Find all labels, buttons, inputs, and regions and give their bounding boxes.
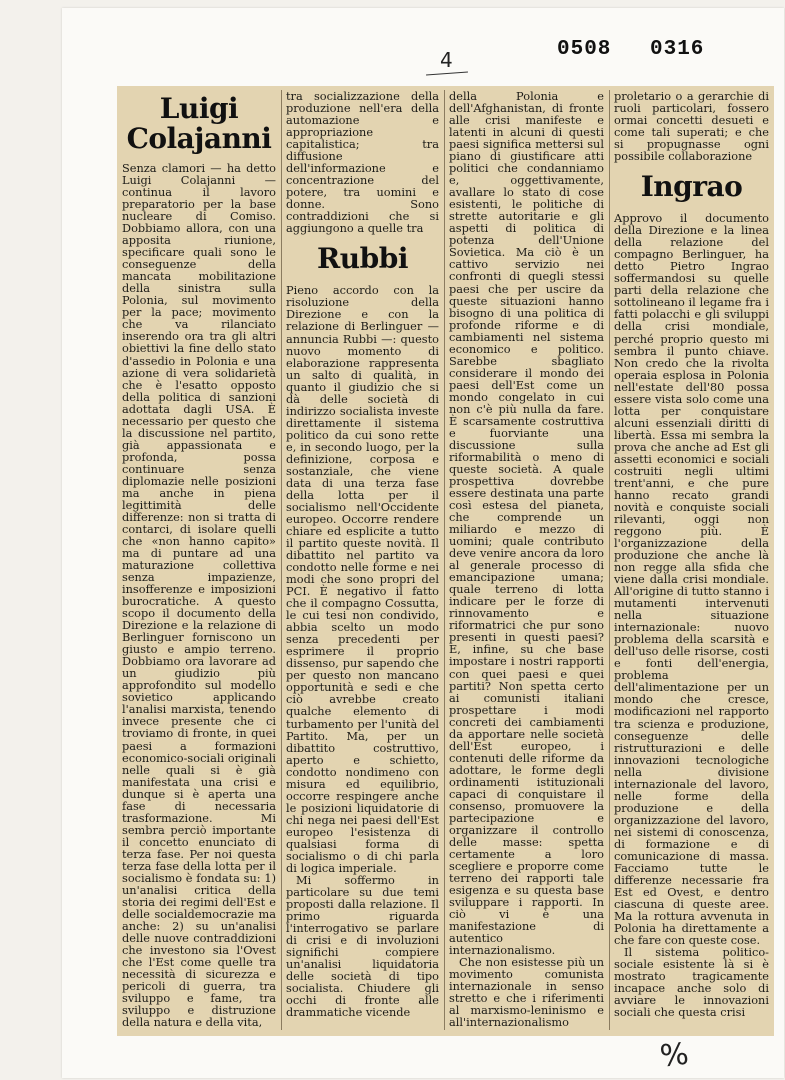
article-paragraph: Mi soffermo in particolare su due temi proposti dalla relazione. Il primo riguarda l'interrogativo se parlare di crisi e di involuzioni significhi compiere un'analisi liquidatoria delle società di tipo socialista. Chiudere gli occhi di fronte alle drammatiche vicende (286, 872, 439, 1020)
handwritten-page-number: 4 (440, 48, 453, 72)
archive-number-left: 0508 (557, 38, 612, 61)
article-paragraph: Approvo il documento della Direzione e la linea della relazione del compagno Berlinguer, ha detto Pietro Ingrao soffermandosi su quelle parti della relazione che sottolineano il legame fra i fatti polacchi e gli sviluppi della crisi mondiale, perché proprio questo mi sembra il punto chiave. Non credo che la rivolta operaia esplosa in Polonia nell'estate dell'80 possa essere vista solo come una lotta per conquistare alcuni essenziali diritti di libertà. Essa mi sembra la prova che anche ad Est gli assetti economici e sociali costruiti negli ultimi trent'anni, e che pure hanno recato grandi novità e conquiste sociali rilevanti, oggi non reggono più. È l'organizzazione della produzione che anche là non regge alla sfida che viene dalla crisi mondiale. All'origine di tutto stanno i mutamenti intervenuti nella situazione internazionale: nuovo problema della scarsità e dell'uso delle risorse, costi e fonti dell'energia, problema dell'alimentazione per un mondo che cresce, modificazioni nel rapporto tra scienza e produzione, conseguenze delle ristrutturazioni e delle innovazioni tecnologiche nella divisione internazionale del lavoro, nelle forme della produzione e della organizzazione del lavoro, nei sistemi di conoscenza, di formazione e di comunicazione di massa. Facciamo tutte le differenze necessarie fra Est ed Ovest, e dentro ciascuna di queste aree. Ma la rottura avvenuta in Polonia ha direttamente a che fare con queste cose. (614, 211, 769, 948)
column-1 (117, 86, 281, 1036)
article-paragraph: tra socializzazione della produzione nell'era della automazione e appropriazione capitalistica; tra diffusione dell'informazione e concentrazione del potere, tra uomini e donne. Sono contraddizioni che si aggiungono a quelle tra (286, 89, 439, 236)
column-2 (281, 86, 444, 1036)
article-paragraph: Che non esistesse più un movimento comunista internazionale in senso stretto e che i riferimenti al marxismo-leninismo e all'internazionalismo (449, 955, 604, 1030)
handwritten-bottom-mark: % (658, 1036, 691, 1075)
article-body-rubbi (286, 284, 439, 1018)
article-title-rubbi: Rubbi (317, 242, 408, 276)
article-paragraph: Il sistema politico-sociale esistente là si è mostrato tragicamente incapace anche solo di avviare le innovazioni sociali che questa crisi (614, 945, 769, 1020)
article-title-ingrao: Ingrao (640, 170, 743, 204)
article-end-rubbi (614, 90, 769, 162)
column-4 (609, 86, 774, 1036)
article-continuation-rubbi (449, 90, 604, 1028)
article-continuation-colajanni (286, 90, 439, 234)
article-title-colajanni: Luigi Colajanni (126, 92, 272, 155)
article-paragraph: della Polonia e dell'Afghanistan, di fronte alle crisi manifeste e latenti in alcuni di questi paesi significa mettersi sul piano di giustificare atti politici che condanniamo e, oggettivamente, avallare lo stato di cose esistenti, le politiche di strette autoritarie e gli aspetti di politica di potenza dell'Unione Sovietica. Ma ciò è un cattivo servizio nei confronti di quegli stessi paesi che per uscire da queste situazioni hanno bisogno di una politica di profonde riforme e di cambiamenti nel sistema economico e politico. Sarebbe sbagliato considerare il mondo dei paesi dell'Est come un mondo congelato in cui non c'è più nulla da fare. È scarsamente costruttiva e fuorviante una discussione sulla riformabilità o meno di queste società. A quale prospettiva dovrebbe essere destinata una parte così estesa del pianeta, che comprende un miliardo e mezzo di uomini; quale contributo deve venire ancora da loro al generale processo di emancipazione umana; quale terreno di lotta indicare per le forze di rinnovamento e riformatrici che pur sono presenti in questi paesi? E, infine, su che base impostare i nostri rapporti con quei paesi e quei partiti? Non spetta certo ai comunisti italiani prospettare i modi concreti dei cambiamenti da apportare nelle società dell'Est europeo, i contenuti delle riforme da adottare, le forme degli ordinamenti istituzionali capaci di conquistare il consenso, promuovere la partecipazione e organizzare il controllo delle masse: spetta certamente a loro scegliere e proporre come terreno dei rapporti tale esigenza e su questa base sviluppare i rapporti. In ciò vi è una manifestazione di autentico internazionalismo. (449, 89, 604, 958)
article-paragraph: Pieno accordo con la risoluzione della Direzione e con la relazione di Berlinguer — annuncia Rubbi —: questo nuovo momento di elaborazione rappresenta un salto di qualità, in quanto il giudizio che si dà delle società di indirizzo socialista investe direttamente il sistema politico da cui sono rette e, in secondo luogo, per la definizione, corposa e sostanziale, che viene data di una terza fase della lotta per il socialismo nell'Occidente europeo. Occorre rendere chiare ed esplicite a tutto il partito queste novità. Il dibattito nel partito va condotto nelle forme e nei modi che sono propri del PCI. È negativo il fatto che il compagno Cossutta, le cui tesi non condivido, abbia scelto un modo senza precedenti per esprimere il proprio dissenso, pur sapendo che per questo non mancano opportunità e sedi e che ciò avrebbe creato qualche elemento di turbamento per l'unità del Partito. Ma, per un dibattito costruttivo, aperto e schietto, condotto nondimeno con misura ed equilibrio, occorre respingere anche le posizioni liquidatorie di chi nega nei paesi dell'Est europeo l'esistenza di qualsiasi forma di socialismo o di chi parla di logica imperiale. (286, 283, 439, 875)
archive-number-right: 0316 (650, 38, 705, 61)
article-paragraph: proletario o a gerarchie di ruoli particolari, fossero ormai concetti desueti e come tali superati; e che si propugnasse ogni possibile collaborazione (614, 89, 769, 164)
article-body-colajanni (122, 162, 276, 1028)
article-paragraph: Senza clamori — ha detto Luigi Colajanni — continua il lavoro preparatorio per la base nucleare di Comiso. Dobbiamo allora, con una apposita riunione, specificare quali sono le conseguenze della mancata mobilitazione della sinistra sulla Polonia, sul movimento per la pace; movimento che va rilanciato inserendo ora tra gli altri obiettivi la fine dello stato d'assedio in Polonia e una azione di vera solidarietà che è l'esatto opposto della politica di sanzioni adottata dagli USA. È necessario per questo che la discussione nel partito, già appassionata e profonda, possa continuare senza diplomazie nelle posizioni ma anche in piena legittimità delle differenze: non si tratta di contarci, di isolare quelli che «non hanno capito» ma di puntare ad una maturazione collettiva senza impazienze, insofferenze e imposizioni burocratiche. A questo scopo il documento della Direzione e la relazione di Berlinguer forniscono un giusto e ampio terreno. Dobbiamo ora lavorare ad un giudizio più approfondito sul modello sovietico applicando l'analisi marxista, tenendo invece presente che ci troviamo di fronte, in quei paesi a formazioni economico-sociali originali nelle quali si è già manifestata una crisi e dunque si è aperta una fase di necessaria trasformazione. Mi sembra perciò importante il concetto enunciato di terza fase. Per noi questa terza fase della lotta per il socialismo è fondata su: 1) un'analisi critica della storia dei regimi dell'Est e delle socialdemocrazie ma anche: 2) su un'analisi delle nuove contraddizioni che investono sia l'Ovest che l'Est come quelle tra necessità di sicurezza e pericoli di guerra, tra sviluppo e fame, tra sviluppo e distruzione della natura e della vita, (122, 161, 276, 1030)
article-body-ingrao (614, 212, 769, 1018)
column-3 (444, 86, 609, 1036)
